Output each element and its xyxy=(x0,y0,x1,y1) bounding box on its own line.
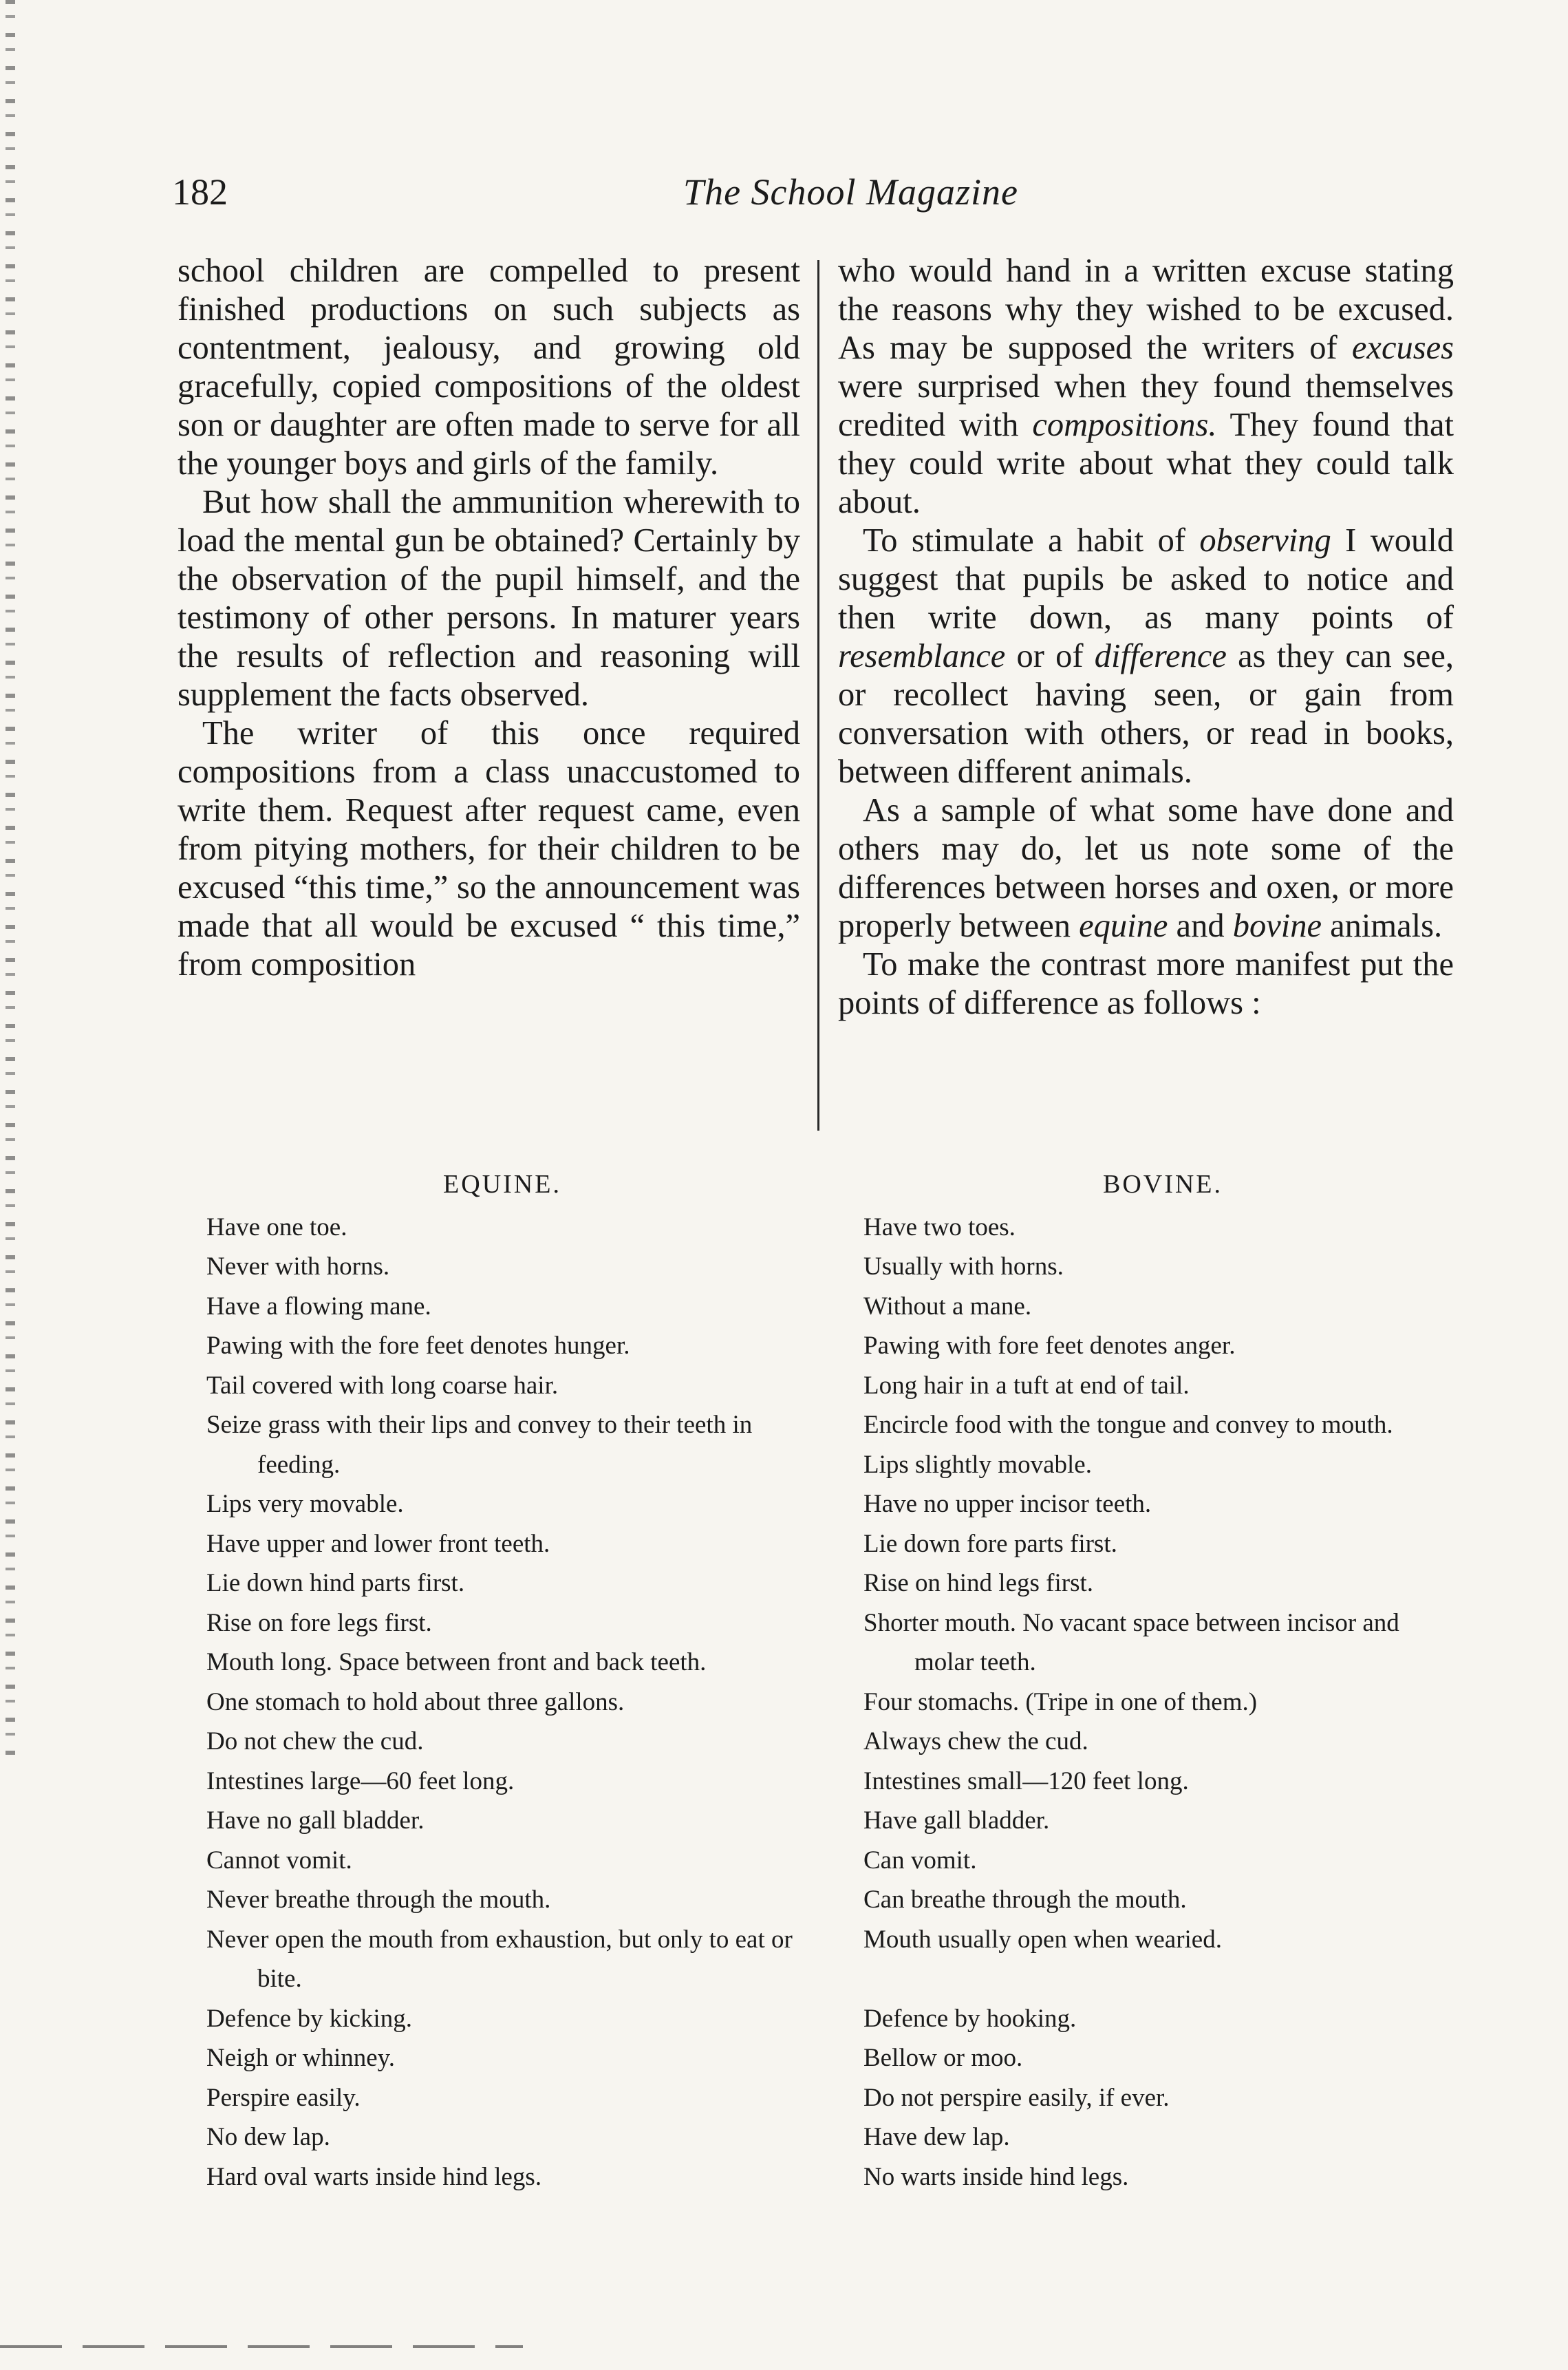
bovine-list-item: Bellow or moo. xyxy=(863,2044,1023,2072)
equine-list-item: Do not chew the cud. xyxy=(206,1727,424,1755)
equine-list-item: Never with horns. xyxy=(206,1252,390,1281)
paragraph xyxy=(838,791,1454,946)
paragraph: school children are compelled to present finished productions on such subjects as contentment, jealousy, and growing old gracefully, copied compositions of the oldest son or daughter are often made to serve for all the younger boys and girls of the family. xyxy=(178,253,800,482)
text-run: and xyxy=(1168,908,1233,944)
bovine-list-item: Long hair in a tuft at end of tail. xyxy=(863,1371,1190,1400)
equine-heading: EQUINE. xyxy=(443,1170,561,1199)
bovine-list-item: Always chew the cud. xyxy=(863,1727,1088,1755)
text-run: I would suggest that pupils be asked to notice and then write down, as many points of xyxy=(838,522,1454,636)
equine-list-item: Lips very movable. xyxy=(206,1490,404,1518)
scan-binding-edge xyxy=(6,0,15,1762)
equine-list-item: Never open the mouth from exhaustion, but only to eat or bite. xyxy=(206,1925,793,1993)
bovine-list-item: Four stomachs. (Tripe in one of them.) xyxy=(863,1687,1258,1716)
text-run: or of xyxy=(1005,638,1095,674)
italic-term: compositions. xyxy=(1032,407,1217,443)
bovine-list-item: Can breathe through the mouth. xyxy=(863,1886,1187,1914)
text-run: They found that they could write about what they could talk about. xyxy=(838,407,1454,520)
bovine-list-item: Do not perspire easily, if ever. xyxy=(863,2083,1170,2112)
bovine-list-item: Shorter mouth. No vacant space between incisor and molar teeth. xyxy=(863,1608,1399,1676)
list-spacer xyxy=(863,1959,1462,1999)
equine-list-item: Defence by kicking. xyxy=(206,2004,412,2033)
bovine-list-item: Have no upper incisor teeth. xyxy=(863,1490,1152,1518)
equine-list-item: Have no gall bladder. xyxy=(206,1806,425,1835)
paragraph: But how shall the ammunition wherewith to load the mental gun be obtained? Certainly by the observation of the pupil himself, and the testimony of other persons. In maturer years the results of reflection and reasoning will supplement the facts observed. xyxy=(178,484,800,713)
right-text-column xyxy=(838,252,1454,1133)
text-run: To stimulate a habit of xyxy=(863,522,1200,559)
bovine-rows xyxy=(863,1208,1462,2197)
bovine-list-item: Rise on hind legs first. xyxy=(863,1569,1094,1597)
paragraph xyxy=(838,252,1454,522)
bovine-list-item: Without a mane. xyxy=(863,1292,1032,1321)
italic-term: equine xyxy=(1079,908,1168,944)
equine-list-item: Have one toe. xyxy=(206,1213,347,1241)
italic-term: resemblance xyxy=(838,638,1006,674)
bovine-list-item: No warts inside hind legs. xyxy=(863,2162,1129,2191)
equine-list-item: Tail covered with long coarse hair. xyxy=(206,1371,559,1400)
page-number: 182 xyxy=(172,171,228,213)
paragraph xyxy=(838,522,1454,791)
bovine-list-item: Can vomit. xyxy=(863,1846,977,1875)
paragraph: To make the contrast more manifest put the points of difference as follows : xyxy=(838,946,1454,1021)
equine-rows xyxy=(206,1208,812,2197)
bovine-list-item: Lips slightly movable. xyxy=(863,1450,1092,1479)
running-title: The School Magazine xyxy=(683,171,1018,213)
left-text-column xyxy=(178,252,800,1133)
bovine-list-item: Mouth usually open when wearied. xyxy=(863,1925,1222,1954)
bovine-list-item: Have dew lap. xyxy=(863,2123,1010,2151)
equine-list-item: Seize grass with their lips and convey to their teeth in feeding. xyxy=(206,1411,753,1479)
equine-list xyxy=(206,1165,812,2197)
italic-term: bovine xyxy=(1232,908,1322,944)
bovine-list-item: Lie down fore parts first. xyxy=(863,1529,1117,1558)
bovine-list-item: Have two toes. xyxy=(863,1213,1016,1241)
equine-list-item: Have a flowing mane. xyxy=(206,1292,431,1321)
text-run: As a sample of what some have done and others may do, let us note some of the differences between horses and oxen, or more properly between xyxy=(838,792,1454,944)
bovine-list-item: Have gall bladder. xyxy=(863,1806,1050,1835)
bovine-list-item: Intestines small—120 feet long. xyxy=(863,1766,1189,1795)
column-divider xyxy=(817,260,819,1131)
italic-term: observing xyxy=(1199,522,1331,559)
paragraph: The writer of this once required compositions from a class unaccustomed to write them. Request after request came, even from pitying mothers, for their children to be excused “this time,” so the announcement was made that all would be excused “ this time,” from composition xyxy=(178,715,800,983)
text-run: who would hand in a written excuse stating the reasons why they wished to be excused. As may be supposed the writers of xyxy=(838,253,1454,366)
equine-list-item: Lie down hind parts first. xyxy=(206,1569,465,1597)
equine-list-item: Cannot vomit. xyxy=(206,1846,352,1875)
text-run: were surprised when they found themselves credited with xyxy=(838,368,1454,443)
equine-list-item: Neigh or whinney. xyxy=(206,2044,396,2072)
italic-term: excuses xyxy=(1351,330,1454,366)
equine-list-item: Intestines large—60 feet long. xyxy=(206,1766,515,1795)
equine-list-item: Have upper and lower front teeth. xyxy=(206,1529,550,1558)
equine-list-item: One stomach to hold about three gallons. xyxy=(206,1687,625,1716)
equine-list-item: Perspire easily. xyxy=(206,2083,361,2112)
bovine-list-item: Usually with horns. xyxy=(863,1252,1064,1281)
equine-list-item: Pawing with the fore feet denotes hunger. xyxy=(206,1332,630,1360)
text-run: as they can see, or recollect having seen, or gain from conversation with others, or read in books, between different animals. xyxy=(838,638,1454,790)
equine-list-item: Never breathe through the mouth. xyxy=(206,1886,551,1914)
equine-list-item: Mouth long. Space between front and back teeth. xyxy=(206,1648,707,1676)
equine-list-item: Rise on fore legs first. xyxy=(206,1608,432,1637)
italic-term: difference xyxy=(1094,638,1227,674)
page-header xyxy=(172,171,1479,226)
equine-list-item: No dew lap. xyxy=(206,2123,330,2151)
equine-list-item: Hard oval warts inside hind legs. xyxy=(206,2162,542,2191)
bovine-heading: BOVINE. xyxy=(1102,1170,1223,1199)
bovine-list xyxy=(863,1165,1462,2197)
text-run: animals. xyxy=(1321,908,1443,944)
bovine-list-item: Defence by hooking. xyxy=(863,2004,1077,2033)
bovine-list-item: Encircle food with the tongue and convey to mouth. xyxy=(863,1411,1393,1439)
bovine-list-item: Pawing with fore feet denotes anger. xyxy=(863,1332,1236,1360)
scan-bottom-edge xyxy=(0,2345,523,2348)
